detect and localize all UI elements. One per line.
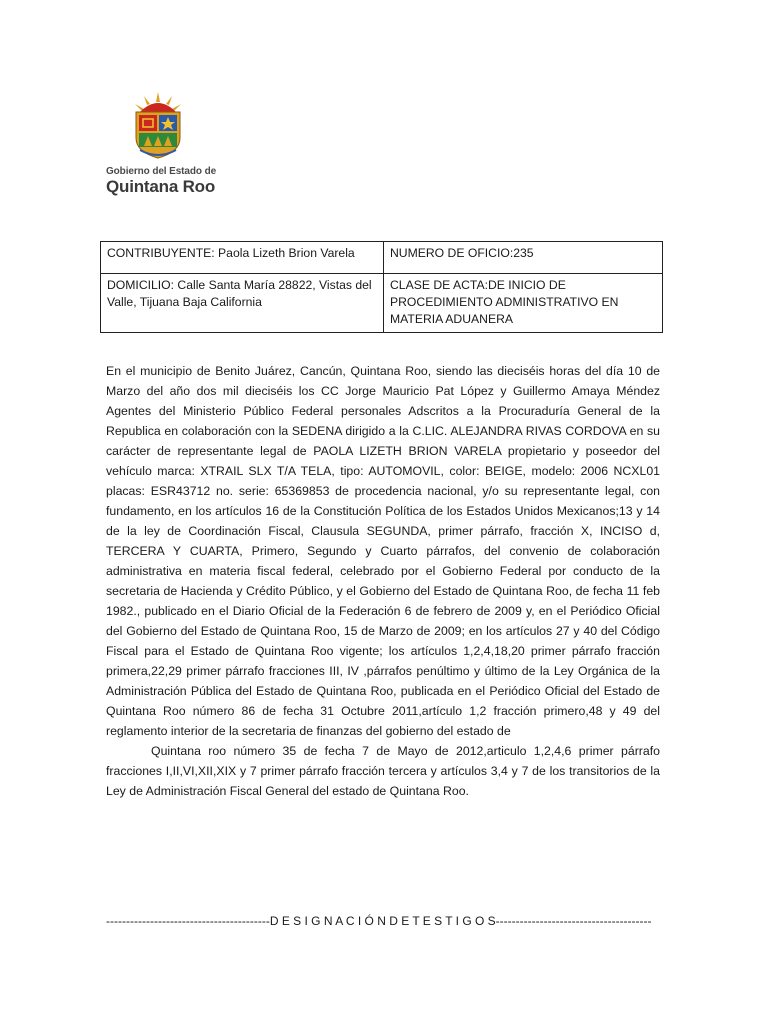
gov-line1: Gobierno del Estado de [106, 166, 217, 177]
info-table [100, 241, 663, 333]
body-text [106, 361, 660, 801]
info-table-row [101, 242, 663, 274]
body-paragraph-1: En el municipio de Benito Juárez, Cancún, Quintana Roo, siendo las dieciséis horas del día 10 de Marzo del año dos mil dieciséis los CC Jorge Mauricio Pat López y Guillermo Amaya Méndez Agentes del Ministerio Público Federal personales Adscritos a la Procuraduría General de la Republica en colaboración con la SEDENA dirigido a la C.LIC. ALEJANDRA RIVAS CORDOVA en su carácter de representante legal de PAOLA LIZETH BRION VARELA propietario y poseedor del vehículo marca: XTRAIL SLX T/A TELA, tipo: AUTOMOVIL, color: BEIGE, modelo: 2006 NCXL01 placas: ESR43712 no. serie: 65369853 de procedencia nacional, y/o su representante legal, con fundamento, en los artículos 16 de la Constitución Política de los Estados Unidos Mexicanos;13 y 14 de la ley de Coordinación Fiscal, Clausula SEGUNDA, primer párrafo, fracción X, INCISO d, TERCERA Y CUARTA, Primero, Segundo y Cuarto párrafos, del convenio de colaboración administrativa en materia fiscal federal, celebrado por el Gobierno Federal por conducto de la secretaria de Hacienda y Crédito Público, y el Gobierno del Estado de Quintana Roo, de fecha 11 feb 1982., publicado en el Diario Oficial de la Federación 6 de febrero de 2009 y, en el Periódico Oficial del Gobierno del Estado de Quintana Roo, 15 de Marzo de 2009; en los artículos 27 y 40 del Código Fiscal para el Estado de Quintana Roo vigente; los artículos 1,2,4,18,20 primer párrafo fracción primera,22,29 primer párrafo fracciones III, IV ,párrafos penúltimo y último de la Ley Orgánica de la Administración Pública del Estado de Quintana Roo, publicada en el Periódico Oficial del Estado de Quintana Roo número 86 de fecha 31 Octubre 2011,artículo 1,2 fracción primero,48 y 49 del reglamento interior de la secretaria de finanzas del gobierno del estado de [106, 364, 660, 738]
domicilio-cell: DOMICILIO: Calle Santa María 28822, Vistas del Valle, Tijuana Baja California [101, 274, 384, 333]
contribuyente-cell: CONTRIBUYENTE: Paola Lizeth Brion Varela [101, 242, 384, 274]
gov-line2: Quintana Roo [106, 177, 216, 196]
quintana-roo-seal-icon [130, 90, 186, 160]
body-paragraph-2: Quintana roo número 35 de fecha 7 de Mayo de 2012,articulo 1,2,4,6 primer párrafo fracciones I,II,VI,XII,XIX y 7 primer párrafo fracción tercera y artículos 3,4 y 7 de los transitorios de la Ley de Administración Fiscal General del estado de Quintana Roo. [106, 744, 660, 798]
clase-acta-cell: CLASE DE ACTA:DE INICIO DE PROCEDIMIENTO ADMINISTRATIVO EN MATERIA ADUANERA [384, 274, 663, 333]
header-logo-block [106, 90, 236, 197]
numero-oficio-cell: NUMERO DE OFICIO:235 [384, 242, 663, 274]
designacion-testigos-divider: -----------------------------------------D E S I G N A C I Ó N D E T E S T I G O S--------------------------------------- [106, 914, 652, 928]
info-table-row [101, 274, 663, 333]
